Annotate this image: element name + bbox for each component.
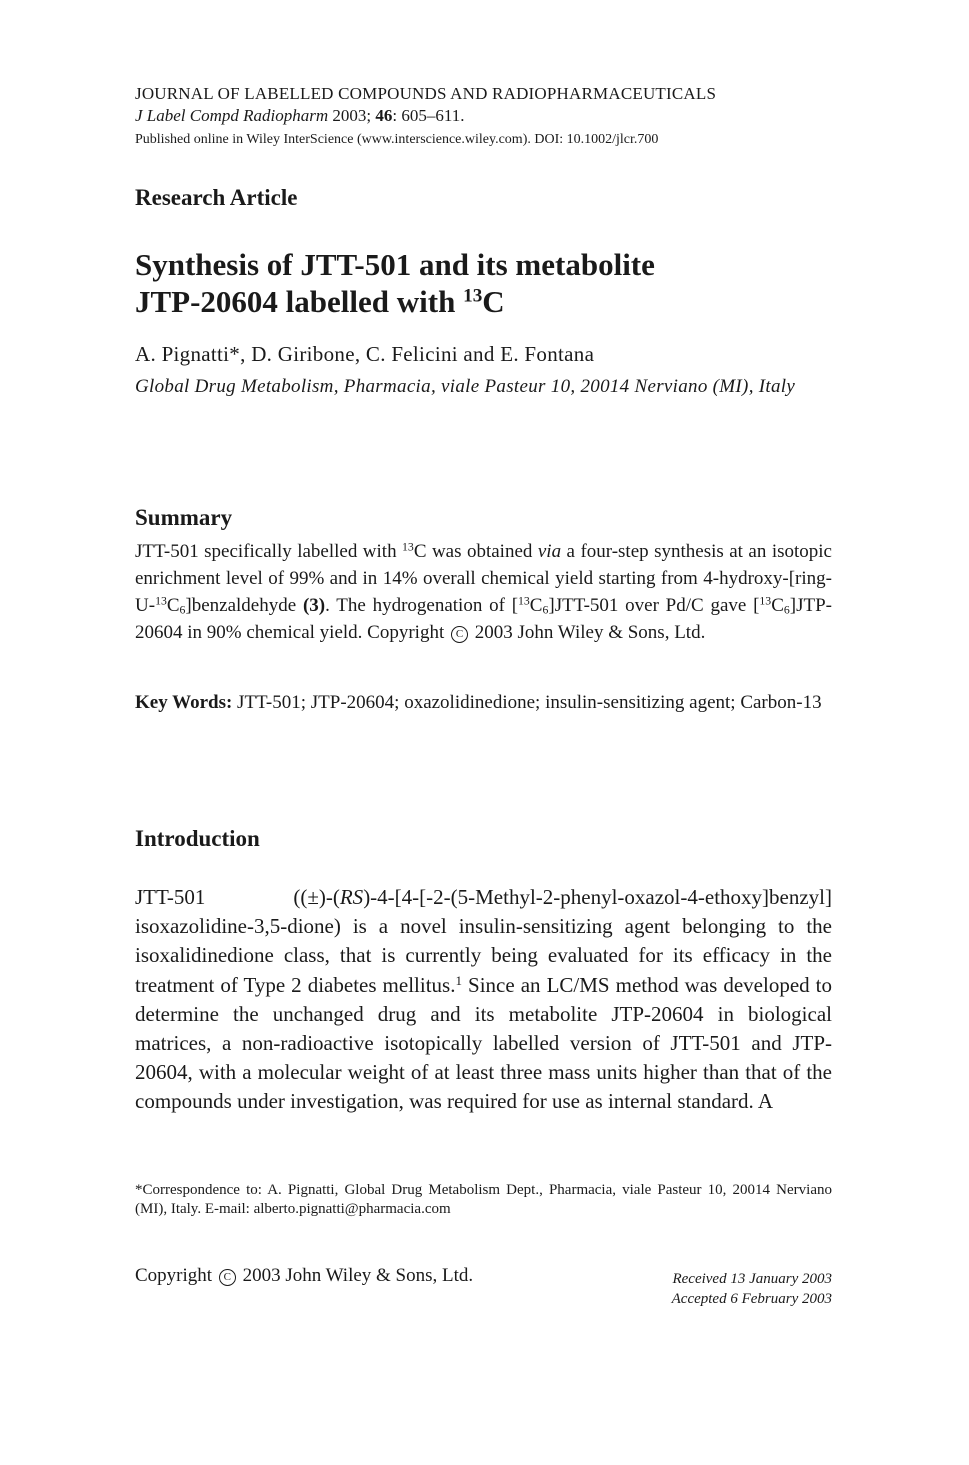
summary-segment: 2003 John Wiley & Sons, Ltd. [469,622,706,643]
published-line: Published online in Wiley InterScience (www.interscience.wiley.com). DOI: 10.1002/jlcr.700 [135,132,659,147]
citation-volume: 46 [375,106,393,125]
intro-segment: Since an LC/MS method was developed to determine the unchanged drug and its metabolite JTP-20604 in biological matrices, a non-radioactive isotopically labelled version of JTT-501 and JTP-20604, with a molecular weight of at least three mass units higher than that of the compounds under investigation, was required for use as internal standard. A [135,972,833,1114]
summary-segment: C [771,595,784,616]
summary-segment: JTT-501 specifically labelled with [135,541,403,562]
article-title [135,246,655,320]
intro-segment: JTT-501 ((±)-( [135,885,340,909]
summary-segment: C [166,595,180,616]
correspondence-footnote: *Correspondence to: A. Pignatti, Global Drug Metabolism Dept., Pharmacia, viale Pasteur 10, 20014 Nerviano (MI), Italy. E-mail: alberto.pignatti@pharmacia.com [135,1182,832,1217]
introduction-heading: Introduction [135,826,260,851]
citation-line [135,106,464,126]
summary-segment: ]JTT-501 over Pd/C gave [ [548,595,760,616]
summary-heading: Summary [135,505,233,530]
intro-italic: RS [339,885,364,909]
copyright-icon: C [451,626,468,643]
summary-text [135,538,832,646]
summary-sup: 13 [155,594,167,608]
keywords-label: Key Words: [135,692,233,713]
summary-segment: . The hydrogenation of [ [325,595,519,616]
keywords [135,689,832,716]
summary-sub: 6 [179,603,186,617]
copyright-icon: C [219,1269,236,1286]
summary-sup: 13 [402,540,414,554]
copyright-prefix: Copyright [135,1265,217,1286]
article-type: Research Article [135,185,298,210]
summary-sub: 6 [783,603,790,617]
introduction-text [135,883,832,1117]
summary-segment: ]benzaldehyde [185,595,303,616]
journal-name: JOURNAL OF LABELLED COMPOUNDS AND RADIOPHARMACEUTICALS [135,84,717,103]
title-isotope-mass: 13 [463,285,483,307]
summary-segment: C was obtained [413,541,538,562]
footer-copyright [135,1265,473,1287]
title-line-2 [135,283,655,320]
copyright-suffix: 2003 John Wiley & Sons, Ltd. [237,1265,474,1286]
citation-pages: : 605–611. [392,106,465,125]
summary-segment: C [529,595,543,616]
accepted-date: Accepted 6 February 2003 [671,1291,832,1307]
summary-segment: a four-step synthesis at an isotopic enrichment level of 99% and in 14% overall chemical yield starting from 4-hydroxy-[ring-U- [135,541,832,616]
keywords-text: JTT-501; JTP-20604; oxazolidinedione; insulin-sensitizing agent; Carbon-13 [232,692,822,713]
summary-italic: via [537,541,562,562]
summary-sup: 13 [518,594,530,608]
received-date: Received 13 January 2003 [672,1271,832,1287]
reference-marker: 1 [455,972,462,988]
authors: A. Pignatti*, D. Giribone, C. Felicini and E. Fontana [135,342,595,366]
affiliation: Global Drug Metabolism, Pharmacia, viale Pasteur 10, 20014 Nerviano (MI), Italy [135,376,796,397]
intro-segment: )-4-[4-[-2-(5-Methyl-2-phenyl-oxazol-4-ethoxy]benzyl] isoxazolidine-3,5-dione) is a novel insulin-sensitizing agent belonging to the isoxalidinedione class, that is currently being evaluated for its efficacy in the treatment of Type 2 diabetes mellitus. [135,885,832,997]
summary-sup: 13 [759,594,772,608]
article-dates [672,1269,832,1309]
title-element: C [482,284,505,319]
summary-segment: ]JTP-20604 in 90% chemical yield. Copyright [135,595,832,643]
summary-sub: 6 [542,603,549,617]
journal-abbrev: J Label Compd Radiopharm [135,106,329,125]
title-line-2-text: JTP-20604 labelled with [135,284,464,319]
title-line-1: Synthesis of JTT-501 and its metabolite [135,247,655,282]
compound-number: (3) [302,595,326,616]
citation-year: 2003; [332,106,372,125]
